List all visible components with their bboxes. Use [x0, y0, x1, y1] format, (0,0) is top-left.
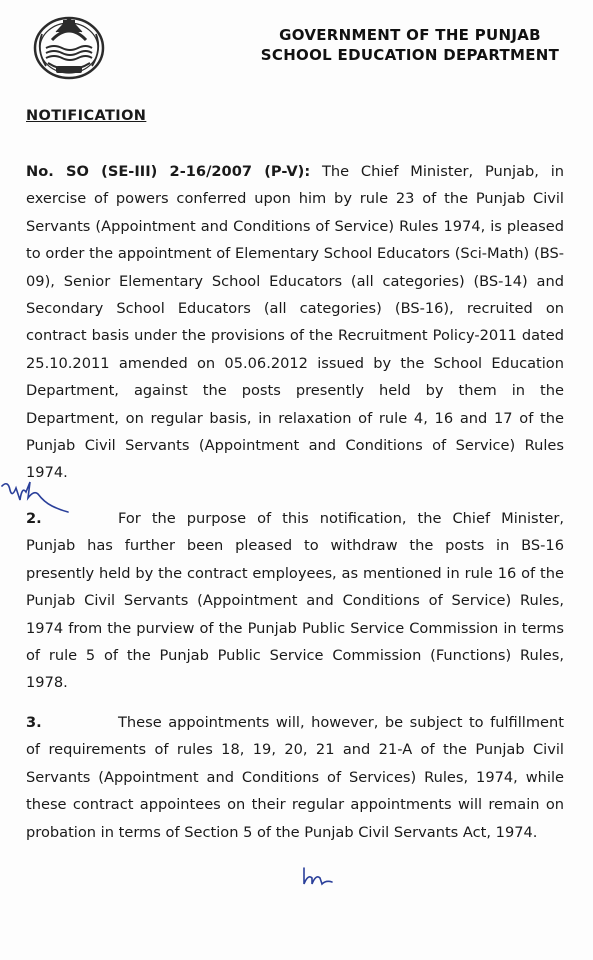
- department-header: [240, 25, 580, 65]
- paragraph-3: [26, 709, 564, 846]
- handwritten-mark-margin: [0, 478, 72, 518]
- header-line-department: SCHOOL EDUCATION DEPARTMENT: [260, 46, 560, 64]
- paragraph-2: [26, 505, 564, 697]
- handwritten-initials: [300, 864, 336, 890]
- paragraph-2-text: For the purpose of this notification, the Chief Minister, Punjab has further been pleased to withdraw the posts in BS-16 presently held by the contract employees, as mentioned in rule 16 of the Punjab Civil Servants (Appointment and Conditions of Service) Rules, 1974 from the purview of the Punjab Public Service Commission in terms of rule 5 of the Punjab Public Service Commission (Functions) Rules, 1978.: [26, 510, 564, 692]
- paragraph-1-text: The Chief Minister, Punjab, in exercise of powers conferred upon him by rule 23 of the Punjab Civil Servants (Appointment and Conditions of Service) Rules 1974, is pleased to order the appointment of Elementary School Educators (Sci-Math) (BS-09), Senior Elementary School Educators (all categories) (BS-14) and Secondary School Educators (all categories) (BS-16), recruited on contract basis under the provisions of the Recruitment Policy-2011 dated 25.10.2011 amended on 05.06.2012 issued by the School Education Department, against the posts presently held by them in the Department, on regular basis, in relaxation of rule 4, 16 and 17 of the Punjab Civil Servants (Appointment and Conditions of Service) Rules 1974.: [26, 163, 565, 482]
- paragraph-3-text: These appointments will, however, be subject to fulfillment of requirements of rules 18, 19, 20, 21 and 21-A of the Punjab Civil Servants (Appointment and Conditions of Services) Rules, 1974, while these contract appointees on their regular appointments will remain on probation in terms of Section 5 of the Punjab Civil Servants Act, 1974.: [26, 714, 564, 841]
- paragraph-2-number: 2.: [26, 510, 42, 527]
- notification-title: NOTIFICATION: [26, 108, 147, 124]
- paragraph-1: [26, 158, 564, 487]
- notification-reference-number: No. SO (SE-III) 2-16/2007 (P-V):: [26, 163, 311, 180]
- paragraph-3-number: 3.: [26, 714, 42, 731]
- punjab-government-emblem-icon: [30, 10, 108, 82]
- header-line-government: GOVERNMENT OF THE PUNJAB: [279, 26, 541, 44]
